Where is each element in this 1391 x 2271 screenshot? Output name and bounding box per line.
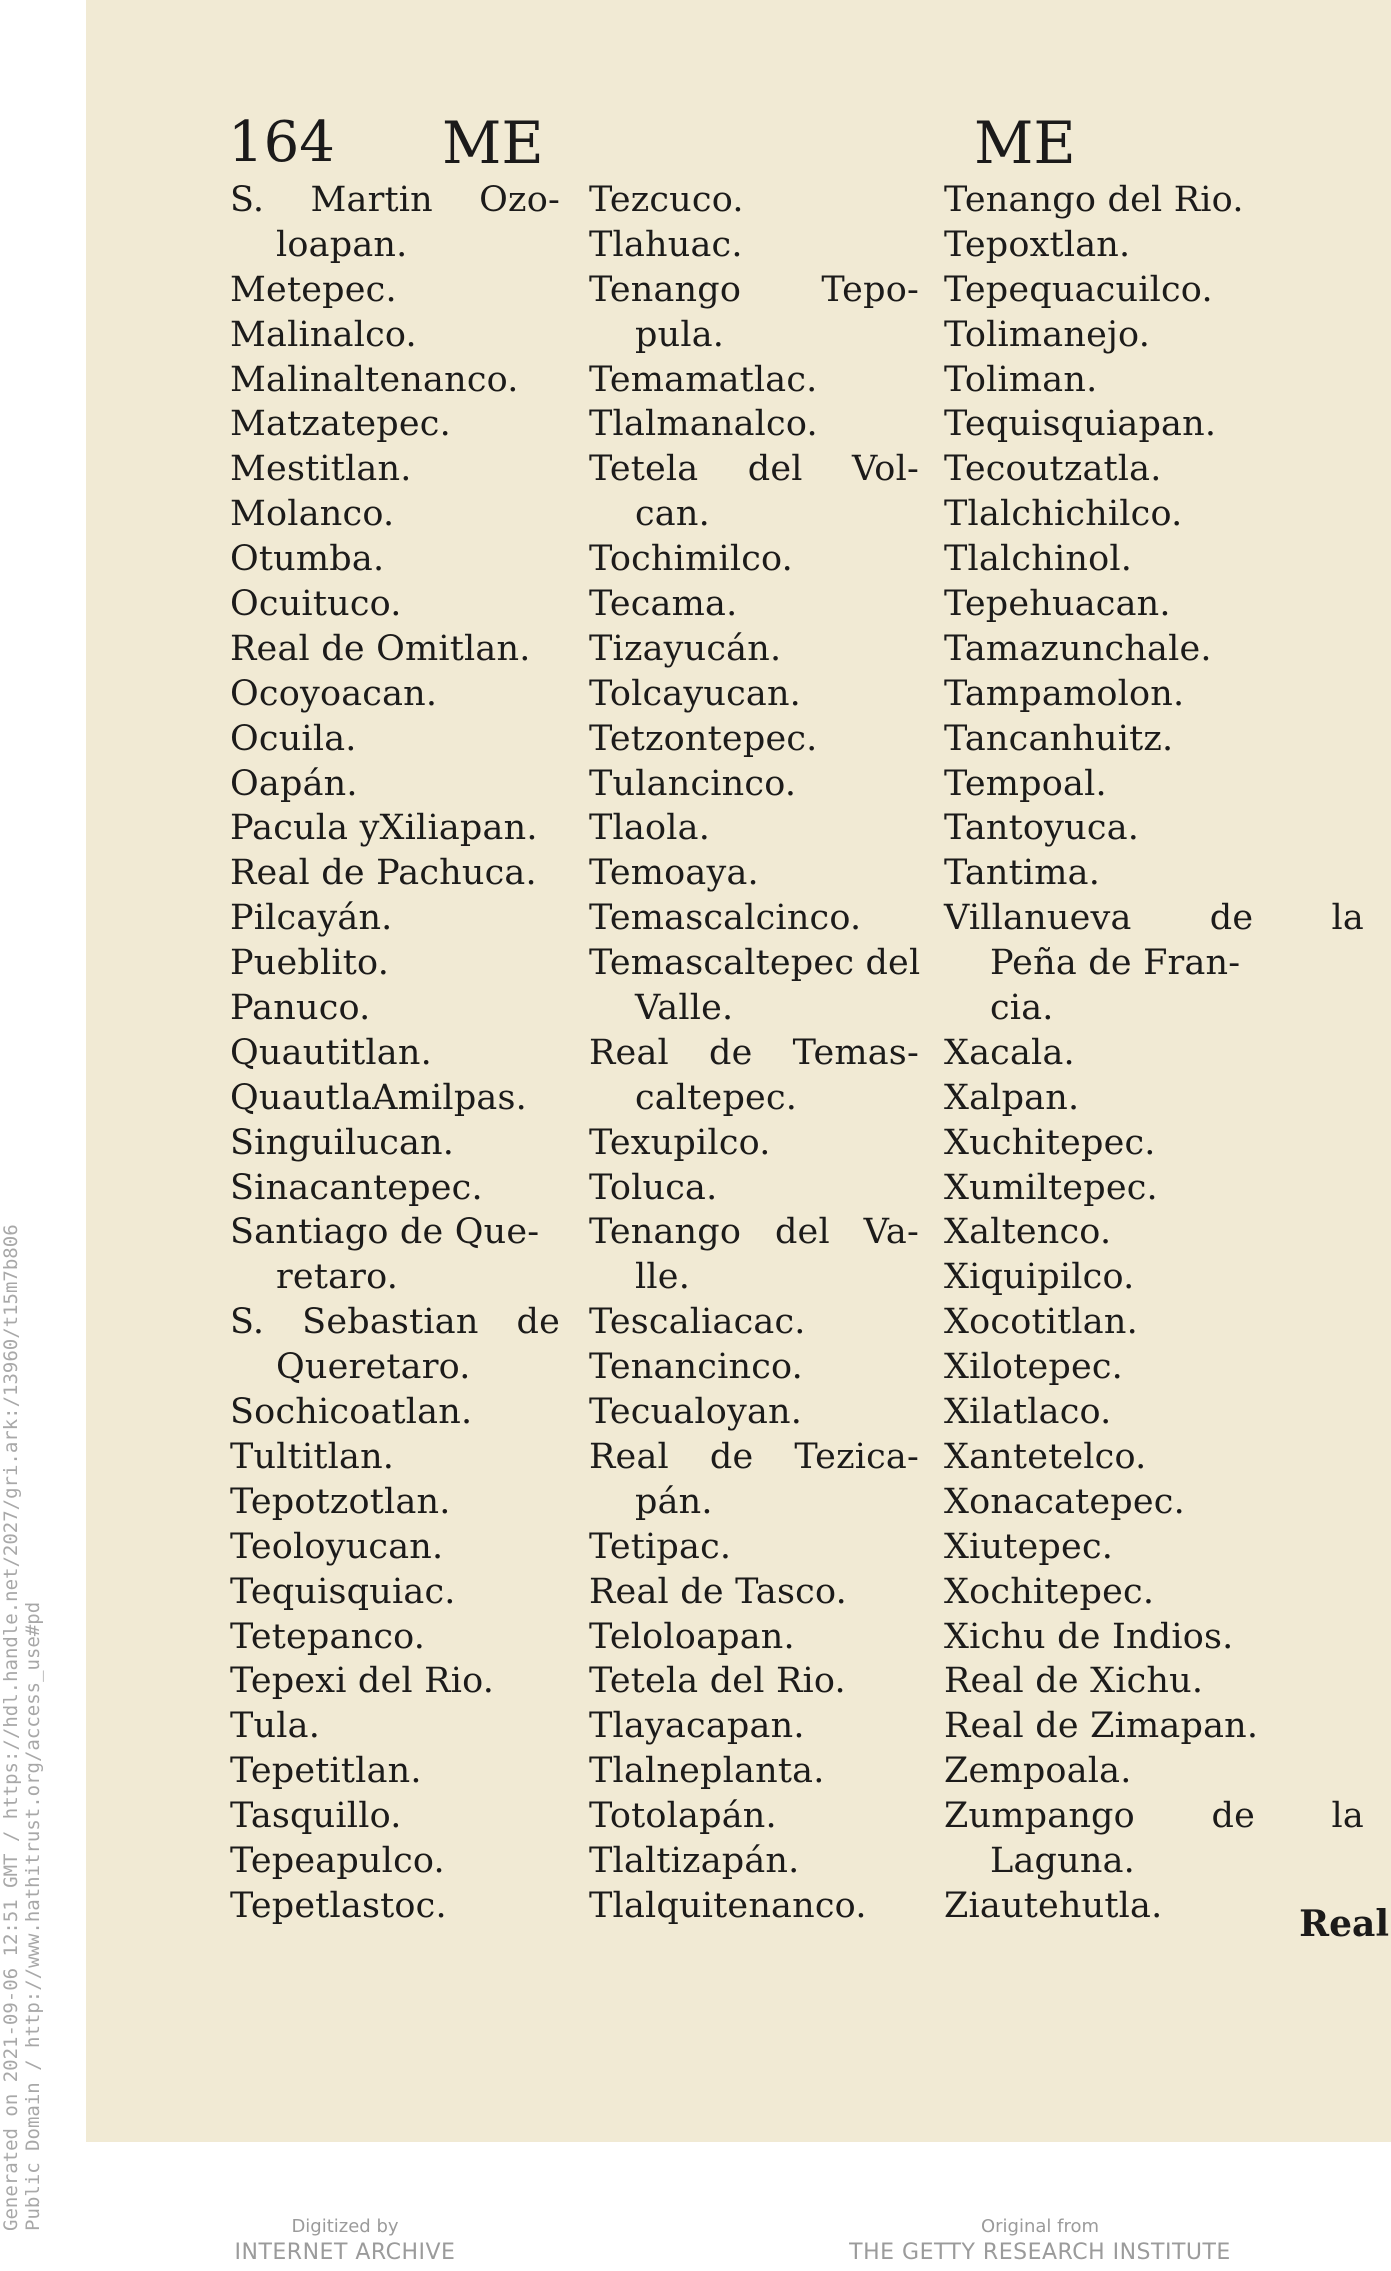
- list-line: Tlahuac.: [589, 224, 743, 265]
- list-line: Tenango Tepo-: [589, 269, 919, 310]
- list-line: Tulancinco.: [589, 763, 797, 804]
- list-line: Real de Tasco.: [589, 1571, 847, 1612]
- list-line: Ocuituco.: [230, 584, 402, 625]
- list-line: Sochicoatlan.: [230, 1392, 473, 1433]
- list-line: Oapán.: [230, 763, 358, 804]
- list-line: Real de Tezica-: [589, 1436, 919, 1477]
- stamp-line-public-domain: Public Domain / http://www.hathitrust.org/access_use#pd: [22, 1601, 44, 2231]
- list-line: Tantima.: [944, 853, 1101, 894]
- list-line: Temascaltepec del: [589, 943, 921, 984]
- list-line: Tlalneplanta.: [589, 1751, 825, 1792]
- list-line: Xocotitlan.: [944, 1302, 1138, 1343]
- list-line: Tancanhuitz.: [944, 718, 1174, 759]
- list-line: Tenango del Rio.: [944, 180, 1244, 220]
- list-line: Tlalmanalco.: [589, 404, 818, 445]
- list-line: Tultitlan.: [230, 1436, 395, 1477]
- list-line: S. Martin Ozo-: [230, 180, 560, 220]
- list-line: Quautitlan.: [230, 1032, 432, 1073]
- list-line: Xochitepec.: [944, 1571, 1155, 1612]
- list-line: pula.: [635, 314, 725, 355]
- list-line: Laguna.: [990, 1840, 1135, 1881]
- list-line: Tula.: [230, 1706, 321, 1747]
- list-line: Real de Omitlan.: [230, 628, 531, 669]
- list-line: Villanueva de la: [944, 898, 1364, 939]
- list-line: Tepoxtlan.: [944, 224, 1131, 265]
- list-line: Tlaola.: [589, 808, 711, 849]
- list-line: Xiquipilco.: [944, 1257, 1135, 1298]
- list-line: Tempoal.: [944, 763, 1107, 804]
- list-line: Queretaro.: [276, 1347, 471, 1388]
- list-line: Valle.: [635, 988, 734, 1029]
- list-line: Tetela del Rio.: [589, 1661, 846, 1702]
- list-line: Tecama.: [589, 584, 738, 625]
- place-list-column-3: [944, 178, 1364, 1929]
- list-line: Xilatlaco.: [944, 1392, 1112, 1433]
- list-line: Panuco.: [230, 988, 371, 1029]
- list-line: Tezcuco.: [589, 180, 744, 220]
- list-line: QuautlaAmilpas.: [230, 1077, 527, 1118]
- list-line: Tepetlastoc.: [230, 1885, 447, 1926]
- list-line: Malinalco.: [230, 314, 417, 355]
- list-line: Tescaliacac.: [589, 1302, 806, 1343]
- list-line: Molanco.: [230, 494, 395, 535]
- list-line: Tetzontepec.: [589, 718, 818, 759]
- list-line: Real de Xichu.: [944, 1661, 1204, 1702]
- list-line: Tepeapulco.: [230, 1840, 445, 1881]
- list-line: Xumiltepec.: [944, 1167, 1158, 1208]
- list-line: Xuchitepec.: [944, 1122, 1156, 1163]
- list-line: Tecualoyan.: [589, 1392, 803, 1433]
- list-line: Tlalchinol.: [944, 539, 1133, 580]
- list-line: can.: [635, 494, 710, 535]
- place-list-column-2: [589, 178, 919, 1929]
- list-line: Metepec.: [230, 269, 397, 310]
- list-line: Singuilucan.: [230, 1122, 455, 1163]
- list-line: Tolcayucan.: [589, 673, 802, 714]
- digitized-by-credit: [200, 2215, 490, 2267]
- list-line: Totolapán.: [589, 1796, 777, 1837]
- original-from-label: Original from: [980, 2216, 1100, 2237]
- list-line: S. Sebastian de: [230, 1302, 560, 1343]
- list-line: Tepetitlan.: [230, 1751, 422, 1792]
- list-line: Teoloyucan.: [230, 1526, 444, 1567]
- list-line: Tlaltizapán.: [589, 1840, 800, 1881]
- list-line: Ziautehutla.: [944, 1885, 1163, 1926]
- running-head-left: ME: [442, 109, 544, 177]
- list-line: Tlalchichilco.: [944, 494, 1183, 535]
- list-line: Tamazunchale.: [944, 628, 1212, 669]
- list-line: Pilcayán.: [230, 898, 393, 939]
- list-line: Ocuila.: [230, 718, 357, 759]
- list-line: cia.: [990, 988, 1054, 1029]
- list-line: Xantetelco.: [944, 1436, 1147, 1477]
- running-head-right: ME: [974, 109, 1076, 177]
- list-line: Xacala.: [944, 1032, 1075, 1073]
- list-line: Texupilco.: [589, 1122, 771, 1163]
- list-line: Real de Pachuca.: [230, 853, 537, 894]
- list-line: Tlayacapan.: [589, 1706, 805, 1747]
- hathitrust-generation-stamp: [0, 1081, 56, 2231]
- page-number: 164: [228, 110, 335, 175]
- list-line: Real de Temas-: [589, 1032, 919, 1073]
- list-line: Tetepanco.: [230, 1616, 426, 1657]
- list-line: Xalpan.: [944, 1077, 1080, 1118]
- list-line: Real de Zimapan.: [944, 1706, 1259, 1747]
- list-line: Zempoala.: [944, 1751, 1132, 1792]
- list-line: Peña de Fran-: [990, 943, 1241, 984]
- original-from-credit: [840, 2215, 1240, 2267]
- list-line: Tepotzotlan.: [230, 1481, 451, 1522]
- list-line: Tochimilco.: [589, 539, 793, 580]
- list-line: Tetela del Vol-: [589, 449, 919, 490]
- list-line: Teloloapan.: [589, 1616, 795, 1657]
- list-line: Xiutepec.: [944, 1526, 1114, 1567]
- list-line: Toliman.: [944, 359, 1098, 400]
- list-line: Tampamolon.: [944, 673, 1185, 714]
- list-line: Temascalcinco.: [589, 898, 862, 939]
- list-line: Ocoyoacan.: [230, 673, 438, 714]
- list-line: caltepec.: [635, 1077, 798, 1118]
- list-line: lle.: [635, 1257, 691, 1298]
- list-line: Tecoutzatla.: [944, 449, 1162, 490]
- list-line: Tolimanejo.: [944, 314, 1151, 355]
- list-line: Tasquillo.: [230, 1796, 402, 1837]
- list-line: Tlalquitenanco.: [589, 1885, 867, 1926]
- list-line: Tizayucán.: [589, 628, 782, 669]
- scanned-book-page: [86, 0, 1391, 2142]
- list-line: Temamatlac.: [589, 359, 818, 400]
- list-line: Toluca.: [589, 1167, 718, 1208]
- list-line: Zumpango de la: [944, 1796, 1364, 1837]
- list-line: Pueblito.: [230, 943, 390, 984]
- list-line: Pacula yXiliapan.: [230, 808, 538, 849]
- list-line: Tetipac.: [589, 1526, 732, 1567]
- list-line: Tenango del Va-: [589, 1212, 919, 1253]
- list-line: Mestitlan.: [230, 449, 412, 490]
- list-line: Otumba.: [230, 539, 385, 580]
- list-line: Tantoyuca.: [944, 808, 1140, 849]
- list-line: Xichu de Indios.: [944, 1616, 1234, 1657]
- internet-archive-label: INTERNET ARCHIVE: [234, 2240, 456, 2265]
- list-line: Temoaya.: [589, 853, 759, 894]
- list-line: loapan.: [276, 224, 408, 265]
- place-list-column-1: [230, 178, 560, 1929]
- list-line: Sinacantepec.: [230, 1167, 483, 1208]
- list-line: Xonacatepec.: [944, 1481, 1185, 1522]
- list-line: Tequisquiac.: [230, 1571, 456, 1612]
- list-line: Santiago de Que-: [230, 1212, 540, 1253]
- list-line: Tepexi del Rio.: [230, 1661, 495, 1702]
- list-line: Malinaltenanco.: [230, 359, 519, 400]
- list-line: Tepequacuilco.: [944, 269, 1213, 310]
- list-line: pán.: [635, 1481, 713, 1522]
- list-line: retaro.: [276, 1257, 399, 1298]
- list-line: Xilotepec.: [944, 1347, 1123, 1388]
- getty-institute-label: THE GETTY RESEARCH INSTITUTE: [849, 2240, 1231, 2265]
- list-line: Tequisquiapan.: [944, 404, 1217, 445]
- list-line: Xaltenco.: [944, 1212, 1112, 1253]
- stamp-line-generated: Generated on 2021-09-06 12:51 GMT / https://hdl.handle.net/2027/gri.ark:/13960/t15m7b806: [0, 1224, 22, 2231]
- digitized-by-label: Digitized by: [291, 2216, 399, 2237]
- list-line: Tenancinco.: [589, 1347, 804, 1388]
- list-line: Matzatepec.: [230, 404, 451, 445]
- catchword: Real: [1299, 1903, 1389, 1945]
- list-line: Tepehuacan.: [944, 584, 1171, 625]
